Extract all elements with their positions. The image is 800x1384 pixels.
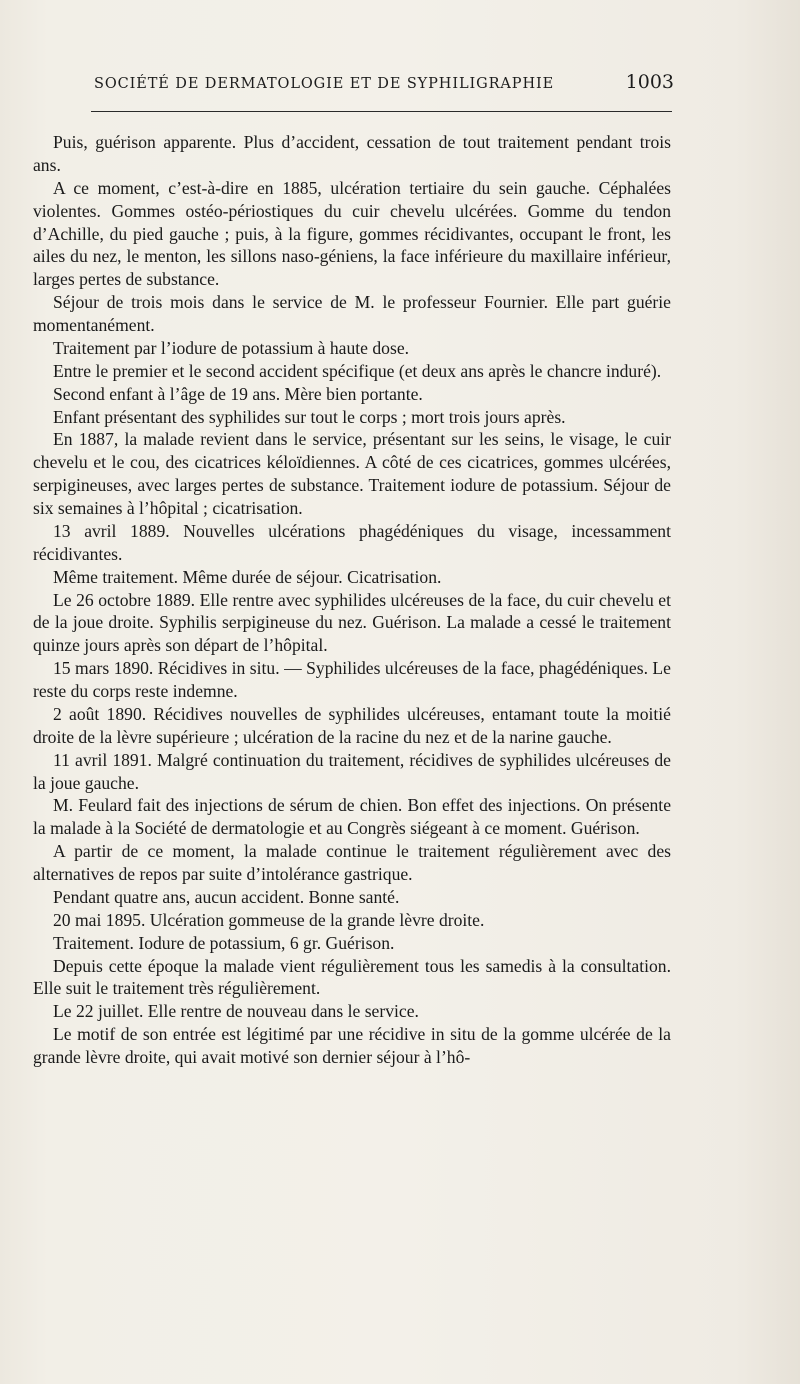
page-number: 1003 <box>625 71 674 93</box>
body-text <box>33 131 671 1069</box>
page-header <box>94 71 674 103</box>
paragraph: 11 avril 1891. Malgré continuation du traitement, récidives de syphilides ulcéreuses de la joue gauche. <box>33 749 671 793</box>
paragraph: Puis, guérison apparente. Plus d’accident, cessation de tout traitement pendant trois ans. <box>33 132 671 175</box>
paragraph: Traitement. Iodure de potassium, 6 gr. Guérison. <box>53 932 395 953</box>
paragraph: Entre le premier et le second accident spécifique (et deux ans après le chancre induré). <box>53 360 662 381</box>
paragraph: 15 mars 1890. Récidives in situ. — Syphilides ulcéreuses de la face, phagédéniques. Le reste du corps reste indemne. <box>33 658 671 701</box>
paragraph: A ce moment, c’est-à-dire en 1885, ulcération tertiaire du sein gauche. Céphalées violentes. Gommes ostéo-périostiques du cuir chevelu ulcérées. Gomme du tendon d’Achille, du pied gauche ; puis, à la figure, gommes récidivantes, occupant le front, les ailes du nez, le menton, les sillons naso-géniens, la face inférieure du maxillaire inférieur, larges pertes de substance. <box>33 177 671 290</box>
paragraph: Le 26 octobre 1889. Elle rentre avec syphilides ulcéreuses de la face, du cuir chevelu et de la joue droite. Syphilis serpigineuse du nez. Guérison. La malade a cessé le traitement quinze jours après son départ de l’hôpital. <box>33 589 671 656</box>
header-rule <box>91 111 672 112</box>
paragraph: Le motif de son entrée est légitimé par une récidive in situ de la gomme ulcérée de la grande lèvre droite, qui avait motivé son dernier séjour à l’hô- <box>33 1024 671 1067</box>
paragraph: En 1887, la malade revient dans le service, présentant sur les seins, le visage, le cuir chevelu et le cou, des cicatrices kéloïdiennes. A côté de ces cicatrices, gommes ulcérées, serpigineuses, avec larges pertes de substance. Traitement iodure de potassium. Séjour de six semaines à l’hôpital ; cicatrisation. <box>33 429 671 518</box>
paragraph: 13 avril 1889. Nouvelles ulcérations phagédéniques du visage, incessamment récidivantes. <box>33 520 671 564</box>
paragraph: 2 août 1890. Récidives nouvelles de syphilides ulcéreuses, entamant toute la moitié droite de la lèvre supérieure ; ulcération de la racine du nez et de la narine gauche. <box>33 703 671 747</box>
paragraph: Depuis cette époque la malade vient régulièrement tous les samedis à la consultation. Elle suit le traitement très régulièrement. <box>33 955 671 999</box>
paragraph: M. Feulard fait des injections de sérum de chien. Bon effet des injections. On présente la malade à la Société de dermatologie et au Congrès siégeant à ce moment. Guérison. <box>33 795 671 839</box>
paragraph: Traitement par l’iodure de potassium à haute dose. <box>53 337 410 358</box>
paragraph: A partir de ce moment, la malade continue le traitement régulièrement avec des alternatives de repos par suite d’intolérance gastrique. <box>33 841 671 884</box>
paragraph: Séjour de trois mois dans le service de M. le professeur Fournier. Elle part guérie momentanément. <box>33 292 671 335</box>
paragraph: Même traitement. Même durée de séjour. Cicatrisation. <box>53 566 442 587</box>
paragraph: 20 mai 1895. Ulcération gommeuse de la grande lèvre droite. <box>53 909 485 930</box>
paragraph: Le 22 juillet. Elle rentre de nouveau dans le service. <box>53 1001 419 1022</box>
paragraph: Second enfant à l’âge de 19 ans. Mère bien portante. <box>53 383 423 404</box>
paragraph: Enfant présentant des syphilides sur tout le corps ; mort trois jours après. <box>53 406 566 427</box>
running-head: SOCIÉTÉ DE DERMATOLOGIE ET DE SYPHILIGRAPHIE <box>94 76 555 92</box>
paragraph: Pendant quatre ans, aucun accident. Bonne santé. <box>53 886 400 907</box>
